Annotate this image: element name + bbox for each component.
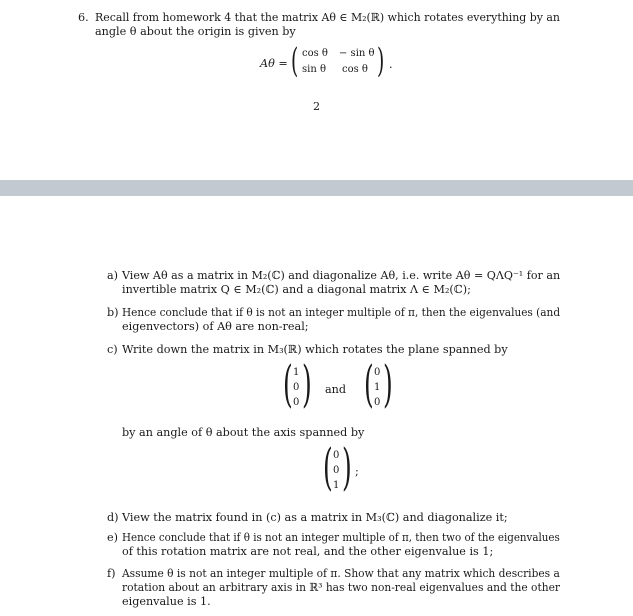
part-c-line-2: by an angle of θ about the axis spanned by [122,426,365,439]
part-f-label: f) [107,567,116,580]
part-a-line-2: invertible matrix Q ∈ M₂(ℂ) and a diagonal matrix Λ ∈ M₂(ℂ); [122,283,471,296]
vec1-entry-3: 0 [293,397,300,408]
vector-e2 [364,355,394,415]
part-d-label: d) [107,511,119,524]
vec2-entry-3: 0 [374,397,381,408]
vec2-right-paren: ) [383,355,393,413]
matrix-end: . [389,58,393,71]
vec3-entry-3: 1 [333,480,340,491]
part-a-label: a) [107,269,119,282]
vec3-entry-2: 0 [333,465,340,476]
part-e-line-2: of this rotation matrix are not real, and the other eigenvalue is 1; [122,545,494,558]
vec1-left-paren: ( [283,355,293,413]
matrix-label: Aθ = [260,57,288,70]
part-e-line-1: Hence conclude that if θ is not an integer multiple of π, then two of the eigenvalues [122,531,560,544]
rotation-matrix [258,41,398,82]
vec1-entry-1: 1 [293,367,300,378]
right-paren: ) [377,41,385,81]
left-paren: ( [291,41,299,81]
matrix-r1c2: − sin θ [339,48,375,59]
part-b-line-1: Hence conclude that if θ is not an integer multiple of π, then the eigenvalues (and [122,306,561,319]
vec2-entry-1: 0 [374,367,381,378]
intro-line-2: angle θ about the origin is given by [95,25,296,38]
vec3-left-paren: ( [323,438,333,496]
part-a-line-1: View Aθ as a matrix in M₂(ℂ) and diagonalize Aθ, i.e. write Aθ = QΛQ⁻¹ for an [122,269,561,282]
page-top [0,0,633,180]
page-bottom [0,196,633,616]
problem-number: 6. [78,11,89,24]
vec3-right-paren: ) [342,438,352,496]
intro-line-1: Recall from homework 4 that the matrix Aθ ∈ M₂(ℝ) which rotates everything by an [95,11,560,24]
part-f-line-2: rotation about an arbitrary axis in ℝ³ has two non-real eigenvalues and the other [122,581,561,594]
part-f-line-3: eigenvalue is 1. [122,595,211,608]
part-b-line-2: eigenvectors) of Aθ are non-real; [122,320,309,333]
matrix-r2c2: cos θ [342,64,368,75]
matrix-r1c1: cos θ [302,48,328,59]
vec3-entry-1: 0 [333,450,340,461]
page-number: 2 [313,100,321,113]
vec2-entry-2: 1 [374,382,381,393]
page-separator [0,180,633,196]
part-c-label: c) [107,343,118,356]
vec2-left-paren: ( [364,355,374,413]
vec1-entry-2: 0 [293,382,300,393]
vec1-right-paren: ) [302,355,312,413]
vector-and: and [325,383,347,396]
part-f-line-1: Assume θ is not an integer multiple of π. Show that any matrix which describes a [122,567,560,580]
part-e-label: e) [107,531,118,544]
matrix-r2c1: sin θ [302,64,326,75]
vector-e1 [283,355,313,415]
part-c-line-1: Write down the matrix in M₃(ℝ) which rotates the plane spanned by [122,343,508,356]
vec3-end: ; [355,465,359,478]
part-b-label: b) [107,306,119,319]
part-d-line-1: View the matrix found in (c) as a matrix in M₃(ℂ) and diagonalize it; [122,511,508,524]
vector-e3 [323,438,363,498]
